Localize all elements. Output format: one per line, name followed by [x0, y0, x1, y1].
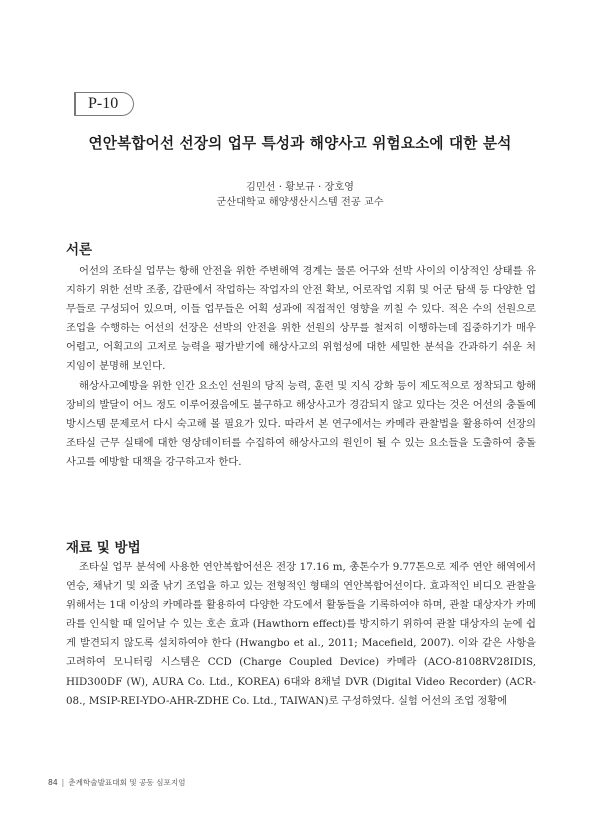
page-footer: [48, 777, 186, 788]
intro-paragraph: 해상사고예방을 위한 인간 요소인 선원의 당직 능력, 훈련 및 지식 강화 등이 제도적으로 정착되고 항해장비의 발달이 어느 정도 이루어졌음에도 불구하고 해상사고가 경감되지 않고 있다는 것은 어선의 충돌예방시스템 문제로서 다시 숙고해 볼 필요가 있다. 따라서 본 연구에서는 카메라 관찰법을 활용하여 선장의 조타실 근무 실태에 대한 영상데이터를 수집하여 해상사고의 원인이 될 수 있는 요소들을 도출하여 충돌사고를 예방할 대책을 강구하고자 한다.: [66, 379, 536, 468]
intro-paragraph: 어선의 조타실 업무는 항해 안전을 위한 주변해역 경계는 물론 어구와 선박 사이의 이상적인 상태를 유지하기 위한 선박 조종, 갑판에서 작업하는 작업자의 안전 확보, 어로작업 지휘 및 어군 탐색 등 다양한 업무들로 구성되어 있으며, 이들 업무들은 어획 성과에 직접적인 영향을 끼칠 수 있다. 적은 수의 선원으로 조업을 수행하는 어선의 선장은 선박의 안전을 위한 선원의 상무를 철저히 이행하는데 집중하기가 매우 어렵고, 어획고의 고저로 능력을 평가받기에 해상사고의 위험성에 대한 세밀한 분석을 간과하기 쉬운 처지임이 분명해 보인다.: [66, 265, 536, 373]
page-number: 84: [48, 778, 58, 787]
methods-body: [66, 558, 536, 711]
section-heading-methods: 재료 및 방법: [66, 540, 141, 556]
author-list: 김민선 · 황보규 · 장호영: [246, 182, 354, 193]
event-name: 춘계학술발표대회 및 공동 심포지엄: [68, 778, 186, 787]
poster-id-badge: P-10: [74, 92, 134, 116]
affiliation: 군산대학교 해양생산시스템 전공 교수: [216, 197, 384, 208]
footer-separator: |: [61, 778, 65, 787]
methods-paragraph: 조타실 업무 분석에 사용한 연안복합어선은 전장 17.16 m, 총톤수가 9.77톤으로 제주 연안 해역에서 연승, 채낚기 및 외줄 낚기 조업을 하고 있는 전형적인 형태의 연안복합어선이다. 효과적인 비디오 관찰을 위해서는 1대 이상의 카메라를 활용하여 다양한 각도에서 활동들을 기록하여야 하며, 관찰 대상자가 카메라를 인식할 때 일어날 수 있는 호손 효과 (Hawthorn effect)를 방지하기 위하여 관찰 대상자의 눈에 쉽게 발견되지 않도록 설치하여야 한다 (Hwangbo et al., 2011; Macefield, 2007). 이와 같은 사항을 고려하여 모니터링 시스템은 CCD (Charge Coupled Device) 카메라 (ACO-8108RV28IDIS, HID300DF (W), AURA Co. Ltd., KOREA) 6대와 8채널 DVR (Digital Video Recorder) (ACR-08., MSIP-REI-YDO-AHR-ZDHE Co. Ltd., TAIWAN)로 구성하였다. 실험 어선의 조업 정황에: [66, 561, 536, 707]
paper-title: 연안복합어선 선장의 업무 특성과 해양사고 위험요소에 대한 분석: [88, 135, 512, 152]
section-heading-intro: 서론: [66, 242, 93, 258]
intro-body: [66, 262, 536, 472]
